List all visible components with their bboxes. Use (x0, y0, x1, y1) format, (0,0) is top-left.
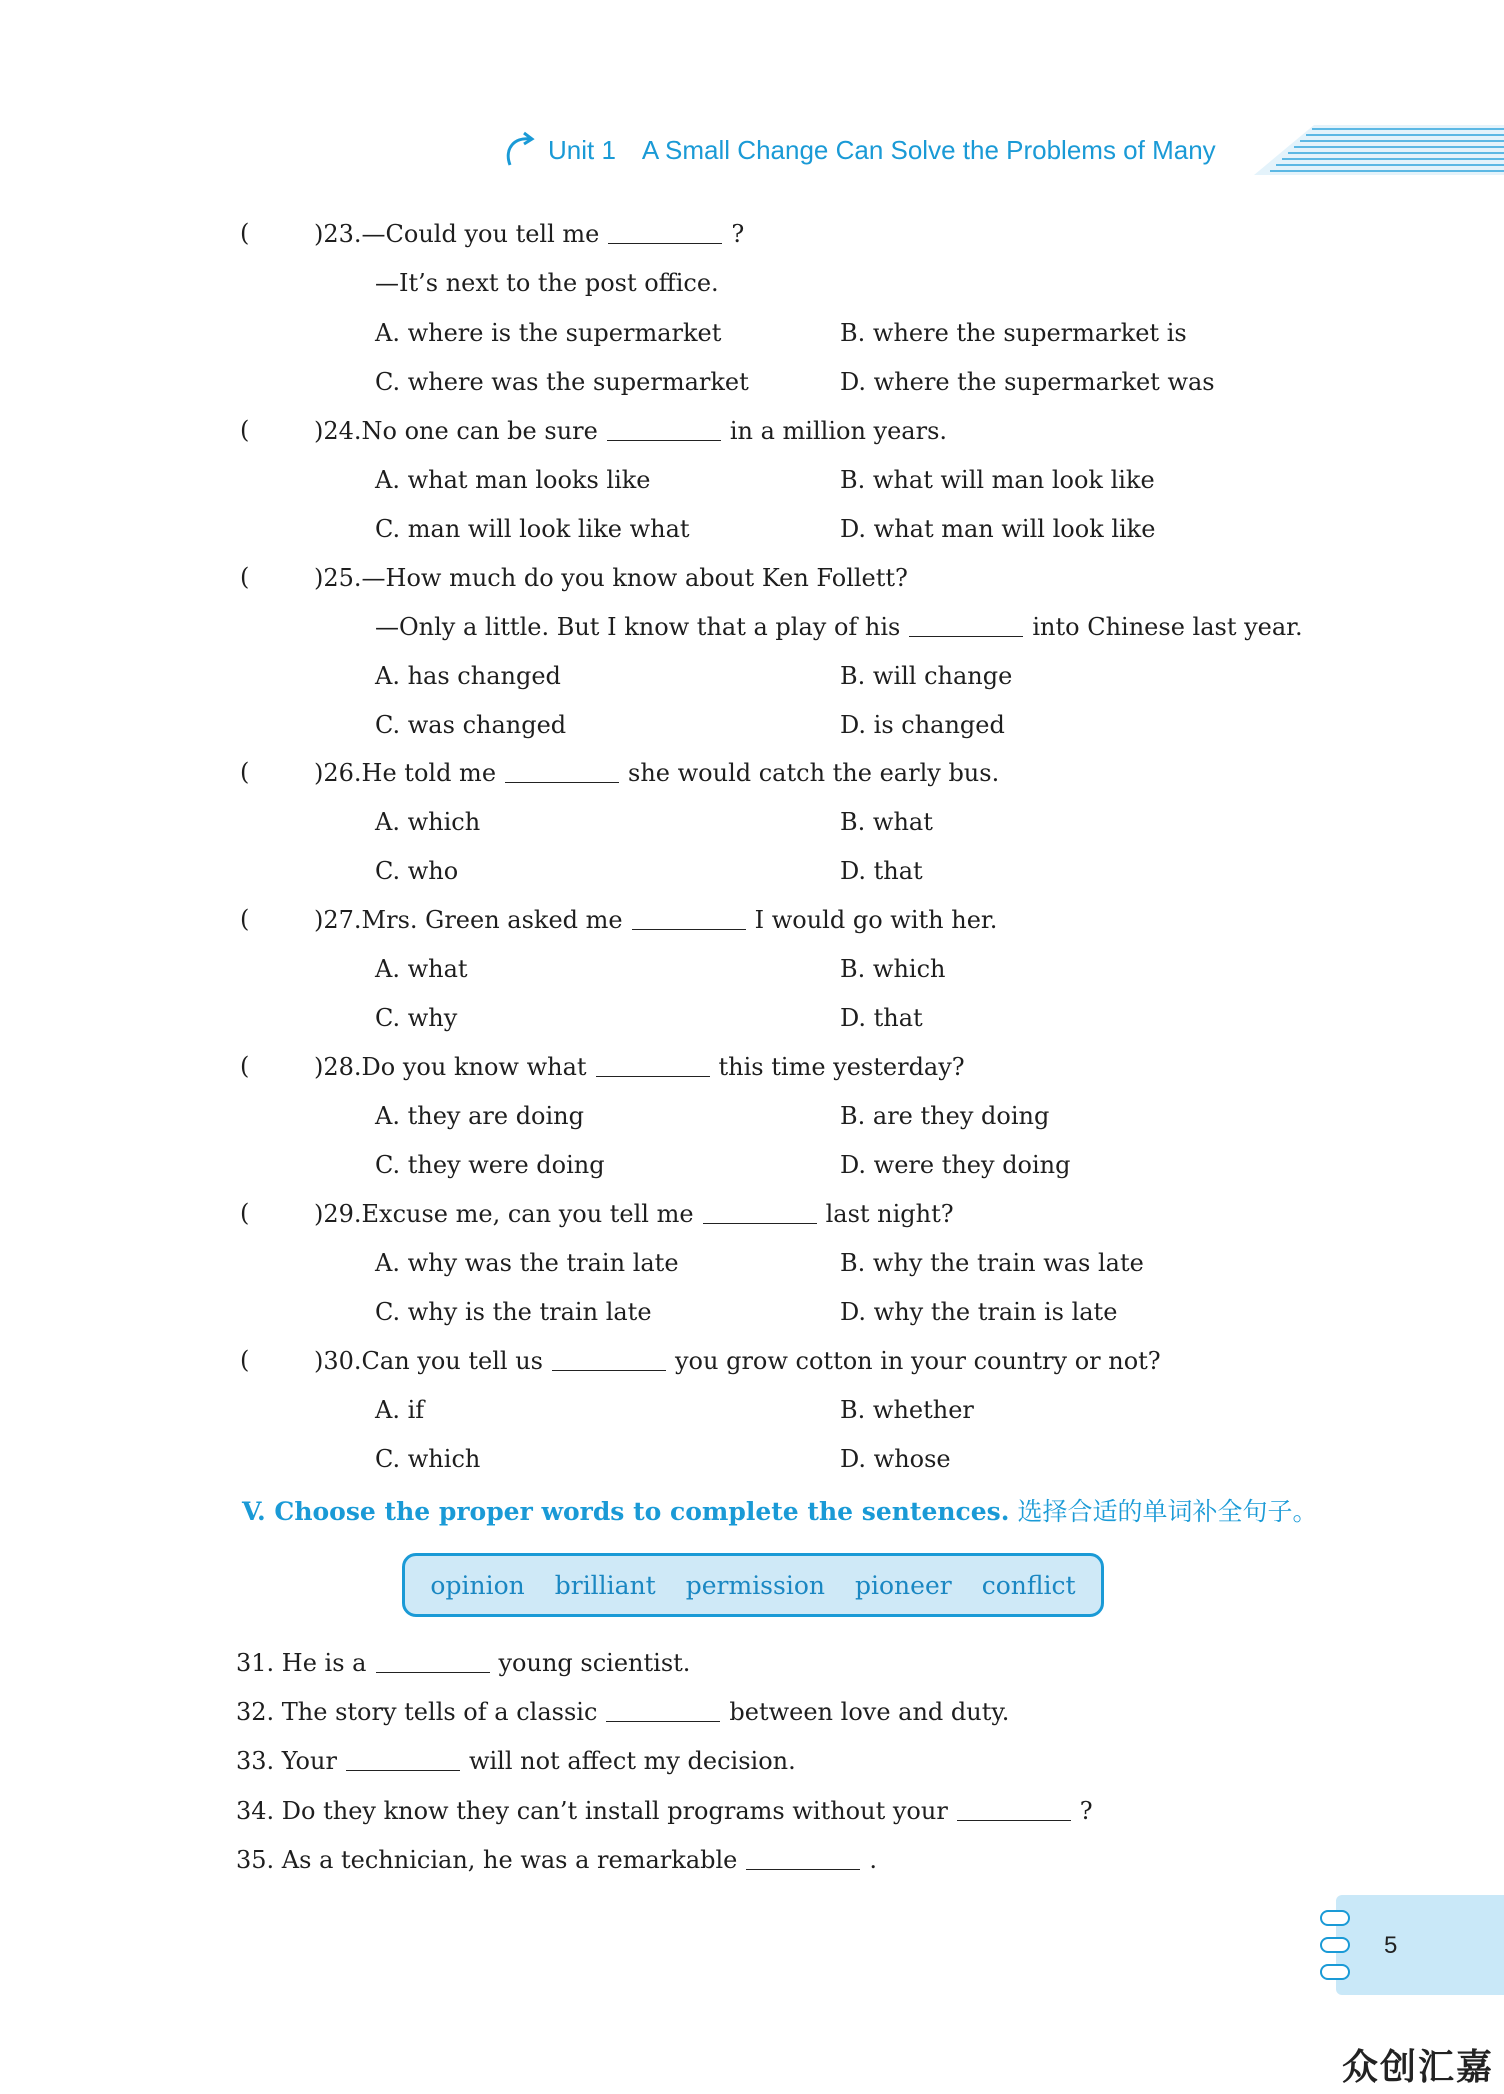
option-d[interactable]: D. what man will look like (840, 515, 1156, 543)
page-number: 5 (1384, 1932, 1398, 1959)
question-text: —How much do you know about Ken Follett? (361, 564, 908, 592)
dialogue-reply (375, 611, 1303, 643)
fill-sentence-34 (236, 1795, 1093, 1827)
option-c[interactable]: C. who (375, 857, 459, 885)
reply-text-end: into Chinese last year. (1032, 613, 1303, 641)
question-text-end: last night? (825, 1200, 954, 1228)
option-a[interactable]: A. where is the supermarket (375, 319, 722, 347)
question-number: )28. (314, 1053, 362, 1081)
question-text-end: you grow cotton in your country or not? (674, 1347, 1161, 1375)
option-c[interactable]: C. why (375, 1004, 458, 1032)
answer-blank[interactable] (376, 1650, 490, 1673)
page-number-tab (1336, 1895, 1504, 1995)
word-bank-item: opinion (430, 1570, 525, 1600)
option-c[interactable]: C. was changed (375, 711, 567, 739)
answer-blank[interactable] (632, 907, 746, 930)
question-text-end: she would catch the early bus. (628, 759, 1000, 787)
option-d[interactable]: D. is changed (840, 711, 1005, 739)
sentence-text: 35. As a technician, he was a remarkable (236, 1846, 738, 1874)
question-stem (314, 1198, 954, 1230)
unit-name: A Small Change Can Solve the Problems of Many (641, 135, 1216, 165)
question-stem (314, 415, 947, 447)
option-c[interactable]: C. why is the train late (375, 1298, 652, 1326)
answer-blank[interactable] (606, 1699, 720, 1722)
question-text: Do you know what (361, 1053, 587, 1081)
question-text: —Could you tell me (361, 220, 600, 248)
option-b[interactable]: B. what (840, 808, 933, 836)
question-text: Can you tell us (361, 1347, 543, 1375)
word-bank (402, 1553, 1104, 1617)
binder-ring-icon (1320, 1910, 1350, 1926)
question-text: He told me (361, 759, 497, 787)
sentence-text: 32. The story tells of a classic (236, 1698, 598, 1726)
question-stem (314, 218, 744, 250)
question-text: No one can be sure (361, 417, 598, 445)
answer-blank[interactable] (608, 221, 722, 244)
question-stem (314, 904, 997, 936)
page-header (500, 125, 1504, 175)
option-a[interactable]: A. has changed (375, 662, 561, 690)
option-c[interactable]: C. they were doing (375, 1151, 605, 1179)
watermark-logo: 众创汇嘉 (1341, 2047, 1494, 2088)
section-title (242, 1492, 1317, 1528)
option-b[interactable]: B. whether (840, 1396, 974, 1424)
option-a[interactable]: A. they are doing (375, 1102, 585, 1130)
option-b[interactable]: B. will change (840, 662, 1013, 690)
option-a[interactable]: A. what man looks like (375, 466, 651, 494)
question-text-end: I would go with her. (754, 906, 998, 934)
answer-blank[interactable] (346, 1748, 460, 1771)
question-number: )26. (314, 759, 362, 787)
option-b[interactable]: B. are they doing (840, 1102, 1050, 1130)
header-stripes (1254, 125, 1504, 175)
question-number: )25. (314, 564, 362, 592)
option-a[interactable]: A. which (375, 808, 481, 836)
question-number: )29. (314, 1200, 362, 1228)
option-b[interactable]: B. what will man look like (840, 466, 1155, 494)
answer-paren[interactable]: ( (240, 1052, 250, 1080)
option-d[interactable]: D. whose (840, 1445, 951, 1473)
sentence-text: 31. He is a (236, 1649, 367, 1677)
reply-text: —Only a little. But I know that a play of his (375, 613, 901, 641)
answer-paren[interactable]: ( (240, 219, 250, 247)
section-title-en: V. Choose the proper words to complete the sentences. (242, 1497, 1010, 1526)
answer-paren[interactable]: ( (240, 416, 250, 444)
option-c[interactable]: C. where was the supermarket (375, 368, 749, 396)
question-text-end: in a million years. (729, 417, 948, 445)
curved-arrow-icon (500, 131, 540, 171)
fill-sentence-31 (236, 1647, 690, 1679)
question-number: )30. (314, 1347, 362, 1375)
answer-paren[interactable]: ( (240, 1199, 250, 1227)
option-b[interactable]: B. which (840, 955, 946, 983)
answer-blank[interactable] (909, 614, 1023, 637)
binder-ring-icon (1320, 1964, 1350, 1980)
unit-label: Unit 1 (548, 135, 616, 165)
question-text: Mrs. Green asked me (361, 906, 623, 934)
option-a[interactable]: A. if (375, 1396, 425, 1424)
sentence-text-end: between love and duty. (729, 1698, 1010, 1726)
answer-blank[interactable] (746, 1847, 860, 1870)
question-text-end: ? (731, 220, 745, 248)
dialogue-reply: —It’s next to the post office. (375, 269, 719, 297)
section-title-cn: 选择合适的单词补全句子。 (1017, 1497, 1318, 1526)
option-d[interactable]: D. why the train is late (840, 1298, 1118, 1326)
sentence-text-end: young scientist. (498, 1649, 691, 1677)
option-a[interactable]: A. why was the train late (375, 1249, 679, 1277)
word-bank-item: pioneer (855, 1570, 952, 1600)
answer-blank[interactable] (552, 1348, 666, 1371)
option-d[interactable]: D. that (840, 857, 923, 885)
answer-blank[interactable] (607, 418, 721, 441)
answer-blank[interactable] (505, 760, 619, 783)
answer-paren[interactable]: ( (240, 563, 250, 591)
sentence-text: 34. Do they know they can’t install programs without your (236, 1797, 948, 1825)
option-d[interactable]: D. that (840, 1004, 923, 1032)
answer-blank[interactable] (703, 1201, 817, 1224)
word-bank-item: permission (685, 1570, 825, 1600)
sentence-text-end: . (869, 1846, 878, 1874)
sentence-text-end: will not affect my decision. (468, 1747, 796, 1775)
option-b[interactable]: B. why the train was late (840, 1249, 1144, 1277)
answer-paren[interactable]: ( (240, 905, 250, 933)
question-text-end: this time yesterday? (718, 1053, 965, 1081)
word-bank-item: brilliant (554, 1570, 656, 1600)
option-d[interactable]: D. where the supermarket was (840, 368, 1215, 396)
fill-sentence-32 (236, 1696, 1009, 1728)
sentence-text: 33. Your (236, 1747, 337, 1775)
question-number: )23. (314, 220, 362, 248)
binder-ring-icon (1320, 1937, 1350, 1953)
word-bank-item: conflict (981, 1570, 1076, 1600)
question-number: )27. (314, 906, 362, 934)
fill-sentence-35 (236, 1844, 877, 1876)
option-c[interactable]: C. which (375, 1445, 481, 1473)
option-b[interactable]: B. where the supermarket is (840, 319, 1187, 347)
question-stem (314, 1345, 1161, 1377)
answer-paren[interactable]: ( (240, 758, 250, 786)
question-number: )24. (314, 417, 362, 445)
option-d[interactable]: D. were they doing (840, 1151, 1071, 1179)
answer-blank[interactable] (596, 1054, 710, 1077)
question-text: Excuse me, can you tell me (361, 1200, 694, 1228)
fill-sentence-33 (236, 1745, 796, 1777)
option-c[interactable]: C. man will look like what (375, 515, 690, 543)
answer-blank[interactable] (957, 1798, 1071, 1821)
option-a[interactable]: A. what (375, 955, 468, 983)
question-stem (314, 757, 999, 789)
question-stem (314, 562, 908, 594)
sentence-text-end: ? (1079, 1797, 1093, 1825)
answer-paren[interactable]: ( (240, 1346, 250, 1374)
question-stem (314, 1051, 965, 1083)
unit-title (548, 135, 1216, 166)
